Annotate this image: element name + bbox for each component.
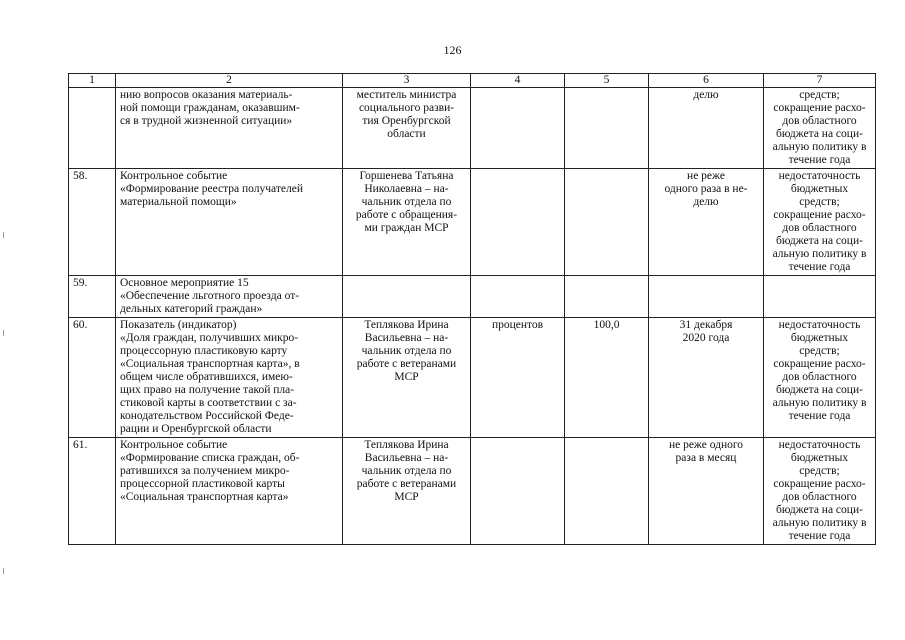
cell-text-line: недостаточность bbox=[778, 439, 861, 451]
cell-text-line: Контрольное событие bbox=[120, 439, 228, 451]
row-number-cell: 58. bbox=[69, 169, 116, 276]
unit-cell bbox=[471, 88, 565, 169]
responsible-cell bbox=[343, 438, 471, 545]
cell-text-line: средств; bbox=[799, 345, 840, 357]
cell-text-line: Теплякова Ирина bbox=[364, 319, 449, 331]
cell-text-line: «Формирование реестра получателей bbox=[120, 183, 303, 195]
cell-text-line: процессорной пластиковой карты bbox=[120, 478, 285, 490]
cell-text-line: течение года bbox=[788, 261, 851, 273]
cell-text-line: Васильевна – на- bbox=[364, 332, 449, 344]
deadline-cell bbox=[649, 169, 764, 276]
value-cell bbox=[565, 438, 649, 545]
cell-text-line: Основное мероприятие 15 bbox=[120, 277, 249, 289]
cell-text-line: работе с обращения- bbox=[355, 209, 458, 221]
cell-text-line: течение года bbox=[788, 154, 851, 166]
header-row bbox=[69, 74, 876, 88]
cell-text-line: Васильевна – на- bbox=[364, 452, 449, 464]
cell-text-line: «Социальная транспортная карта» bbox=[120, 491, 289, 503]
page-number: 126 bbox=[443, 43, 462, 57]
column-header: 5 bbox=[565, 74, 649, 88]
cell-text-line: стиковой карты в соответствии с за- bbox=[120, 397, 297, 409]
cell-text-line: общем числе обратившихся, имею- bbox=[120, 371, 293, 383]
description-cell bbox=[116, 276, 343, 318]
row-number-cell bbox=[69, 88, 116, 169]
column-header: 7 bbox=[764, 74, 876, 88]
description-cell bbox=[116, 318, 343, 438]
cell-text-line: делю bbox=[693, 196, 719, 208]
cell-text-line: «Социальная транспортная карта», в bbox=[120, 358, 300, 370]
cell-text-line: сокращение расхо- bbox=[773, 358, 866, 370]
deadline-cell bbox=[649, 88, 764, 169]
cell-text-line: Показатель (индикатор) bbox=[120, 319, 237, 331]
cell-text-line: не реже bbox=[687, 170, 725, 182]
cell-text-line: МСР bbox=[394, 371, 419, 383]
cell-text-line: Николаевна – на- bbox=[364, 183, 449, 195]
cell-text-line: нию вопросов оказания материаль- bbox=[120, 89, 293, 101]
cell-text-line: рации и Оренбургской области bbox=[120, 423, 272, 435]
table-row bbox=[69, 276, 876, 318]
cell-text-line: области bbox=[387, 128, 426, 140]
table-row bbox=[69, 169, 876, 276]
cell-text-line: одного раза в не- bbox=[664, 183, 748, 195]
cell-text-line: социального разви- bbox=[358, 102, 455, 114]
cell-text-line: конодательством Российской Феде- bbox=[120, 410, 294, 422]
scan-edge-mark bbox=[3, 568, 4, 574]
risk-cell bbox=[764, 318, 876, 438]
risk-cell bbox=[764, 276, 876, 318]
cell-text-line: бюджета на соци- bbox=[776, 235, 863, 247]
cell-text-line: бюджета на соци- bbox=[776, 504, 863, 516]
cell-text-line: Теплякова Ирина bbox=[364, 439, 449, 451]
cell-text-line: альную политику в bbox=[772, 248, 867, 260]
cell-text-line: бюджетных bbox=[790, 332, 849, 344]
row-number-cell: 60. bbox=[69, 318, 116, 438]
description-cell bbox=[116, 438, 343, 545]
scan-edge-mark bbox=[3, 330, 4, 336]
value-cell bbox=[565, 276, 649, 318]
description-cell bbox=[116, 88, 343, 169]
risk-cell bbox=[764, 169, 876, 276]
cell-text-line: чальник отдела по bbox=[361, 196, 452, 208]
cell-text-line: сокращение расхо- bbox=[773, 209, 866, 221]
cell-text-line: бюджета на соци- bbox=[776, 384, 863, 396]
table-row bbox=[69, 88, 876, 169]
cell-text-line: ми граждан МСР bbox=[364, 222, 449, 234]
cell-text-line: 31 декабря bbox=[679, 319, 733, 331]
cell-text-line: альную политику в bbox=[772, 397, 867, 409]
risk-cell bbox=[764, 438, 876, 545]
column-header: 2 bbox=[116, 74, 343, 88]
column-header: 4 bbox=[471, 74, 565, 88]
cell-text-line: дов областного bbox=[782, 115, 857, 127]
value-cell bbox=[565, 88, 649, 169]
cell-text-line: МСР bbox=[394, 491, 419, 503]
cell-text-line: ной помощи гражданам, оказавшим- bbox=[120, 102, 300, 114]
measures-table bbox=[68, 73, 876, 545]
cell-text-line: Горшенева Татьяна bbox=[359, 170, 454, 182]
cell-text-line: средств; bbox=[799, 89, 840, 101]
cell-text-line: процентов bbox=[491, 319, 544, 331]
column-header: 1 bbox=[69, 74, 116, 88]
cell-text-line: материальной помощи» bbox=[120, 196, 237, 208]
cell-text-line: тия Оренбургской bbox=[362, 115, 451, 127]
cell-text-line: работе с ветеранами bbox=[356, 358, 457, 370]
description-cell bbox=[116, 169, 343, 276]
risk-cell bbox=[764, 88, 876, 169]
cell-text-line: делю bbox=[693, 89, 719, 101]
cell-text-line: течение года bbox=[788, 410, 851, 422]
cell-text-line: альную политику в bbox=[772, 517, 867, 529]
cell-text-line: средств; bbox=[799, 465, 840, 477]
cell-text-line: 100,0 bbox=[593, 319, 620, 331]
cell-text-line: средств; bbox=[799, 196, 840, 208]
cell-text-line: не реже одного bbox=[668, 439, 744, 451]
deadline-cell bbox=[649, 318, 764, 438]
cell-text-line: Контрольное событие bbox=[120, 170, 228, 182]
cell-text-line: ся в трудной жизненной ситуации» bbox=[120, 115, 293, 127]
cell-text-line: раза в месяц bbox=[675, 452, 737, 464]
table-row bbox=[69, 438, 876, 545]
cell-text-line: сокращение расхо- bbox=[773, 102, 866, 114]
cell-text-line: недостаточность bbox=[778, 170, 861, 182]
responsible-cell bbox=[343, 318, 471, 438]
cell-text-line: процессорную пластиковую карту bbox=[120, 345, 288, 357]
cell-text-line: щих право на получение такой пла- bbox=[120, 384, 295, 396]
cell-text-line: «Доля граждан, получивших микро- bbox=[120, 332, 299, 344]
cell-text-line: дов областного bbox=[782, 222, 857, 234]
cell-text-line: ратившихся за получением микро- bbox=[120, 465, 290, 477]
unit-cell bbox=[471, 276, 565, 318]
deadline-cell bbox=[649, 276, 764, 318]
deadline-cell bbox=[649, 438, 764, 545]
value-cell bbox=[565, 318, 649, 438]
cell-text-line: бюджетных bbox=[790, 452, 849, 464]
cell-text-line: недостаточность bbox=[778, 319, 861, 331]
unit-cell bbox=[471, 438, 565, 545]
responsible-cell bbox=[343, 169, 471, 276]
row-number-cell: 61. bbox=[69, 438, 116, 545]
row-number-cell: 59. bbox=[69, 276, 116, 318]
cell-text-line: чальник отдела по bbox=[361, 465, 452, 477]
cell-text-line: течение года bbox=[788, 530, 851, 542]
unit-cell bbox=[471, 169, 565, 276]
table-row bbox=[69, 318, 876, 438]
cell-text-line: меститель министра bbox=[356, 89, 457, 101]
cell-text-line: бюджетных bbox=[790, 183, 849, 195]
responsible-cell bbox=[343, 88, 471, 169]
cell-text-line: работе с ветеранами bbox=[356, 478, 457, 490]
unit-cell bbox=[471, 318, 565, 438]
cell-text-line: дов областного bbox=[782, 491, 857, 503]
cell-text-line: «Формирование списка граждан, об- bbox=[120, 452, 300, 464]
value-cell bbox=[565, 169, 649, 276]
cell-text-line: альную политику в bbox=[772, 141, 867, 153]
cell-text-line: сокращение расхо- bbox=[773, 478, 866, 490]
cell-text-line: чальник отдела по bbox=[361, 345, 452, 357]
cell-text-line: 2020 года bbox=[682, 332, 730, 344]
column-header: 6 bbox=[649, 74, 764, 88]
responsible-cell bbox=[343, 276, 471, 318]
cell-text-line: бюджета на соци- bbox=[776, 128, 863, 140]
scan-edge-mark bbox=[3, 232, 4, 238]
column-header: 3 bbox=[343, 74, 471, 88]
cell-text-line: «Обеспечение льготного проезда от- bbox=[120, 290, 300, 302]
cell-text-line: дельных категорий граждан» bbox=[120, 303, 263, 315]
cell-text-line: дов областного bbox=[782, 371, 857, 383]
